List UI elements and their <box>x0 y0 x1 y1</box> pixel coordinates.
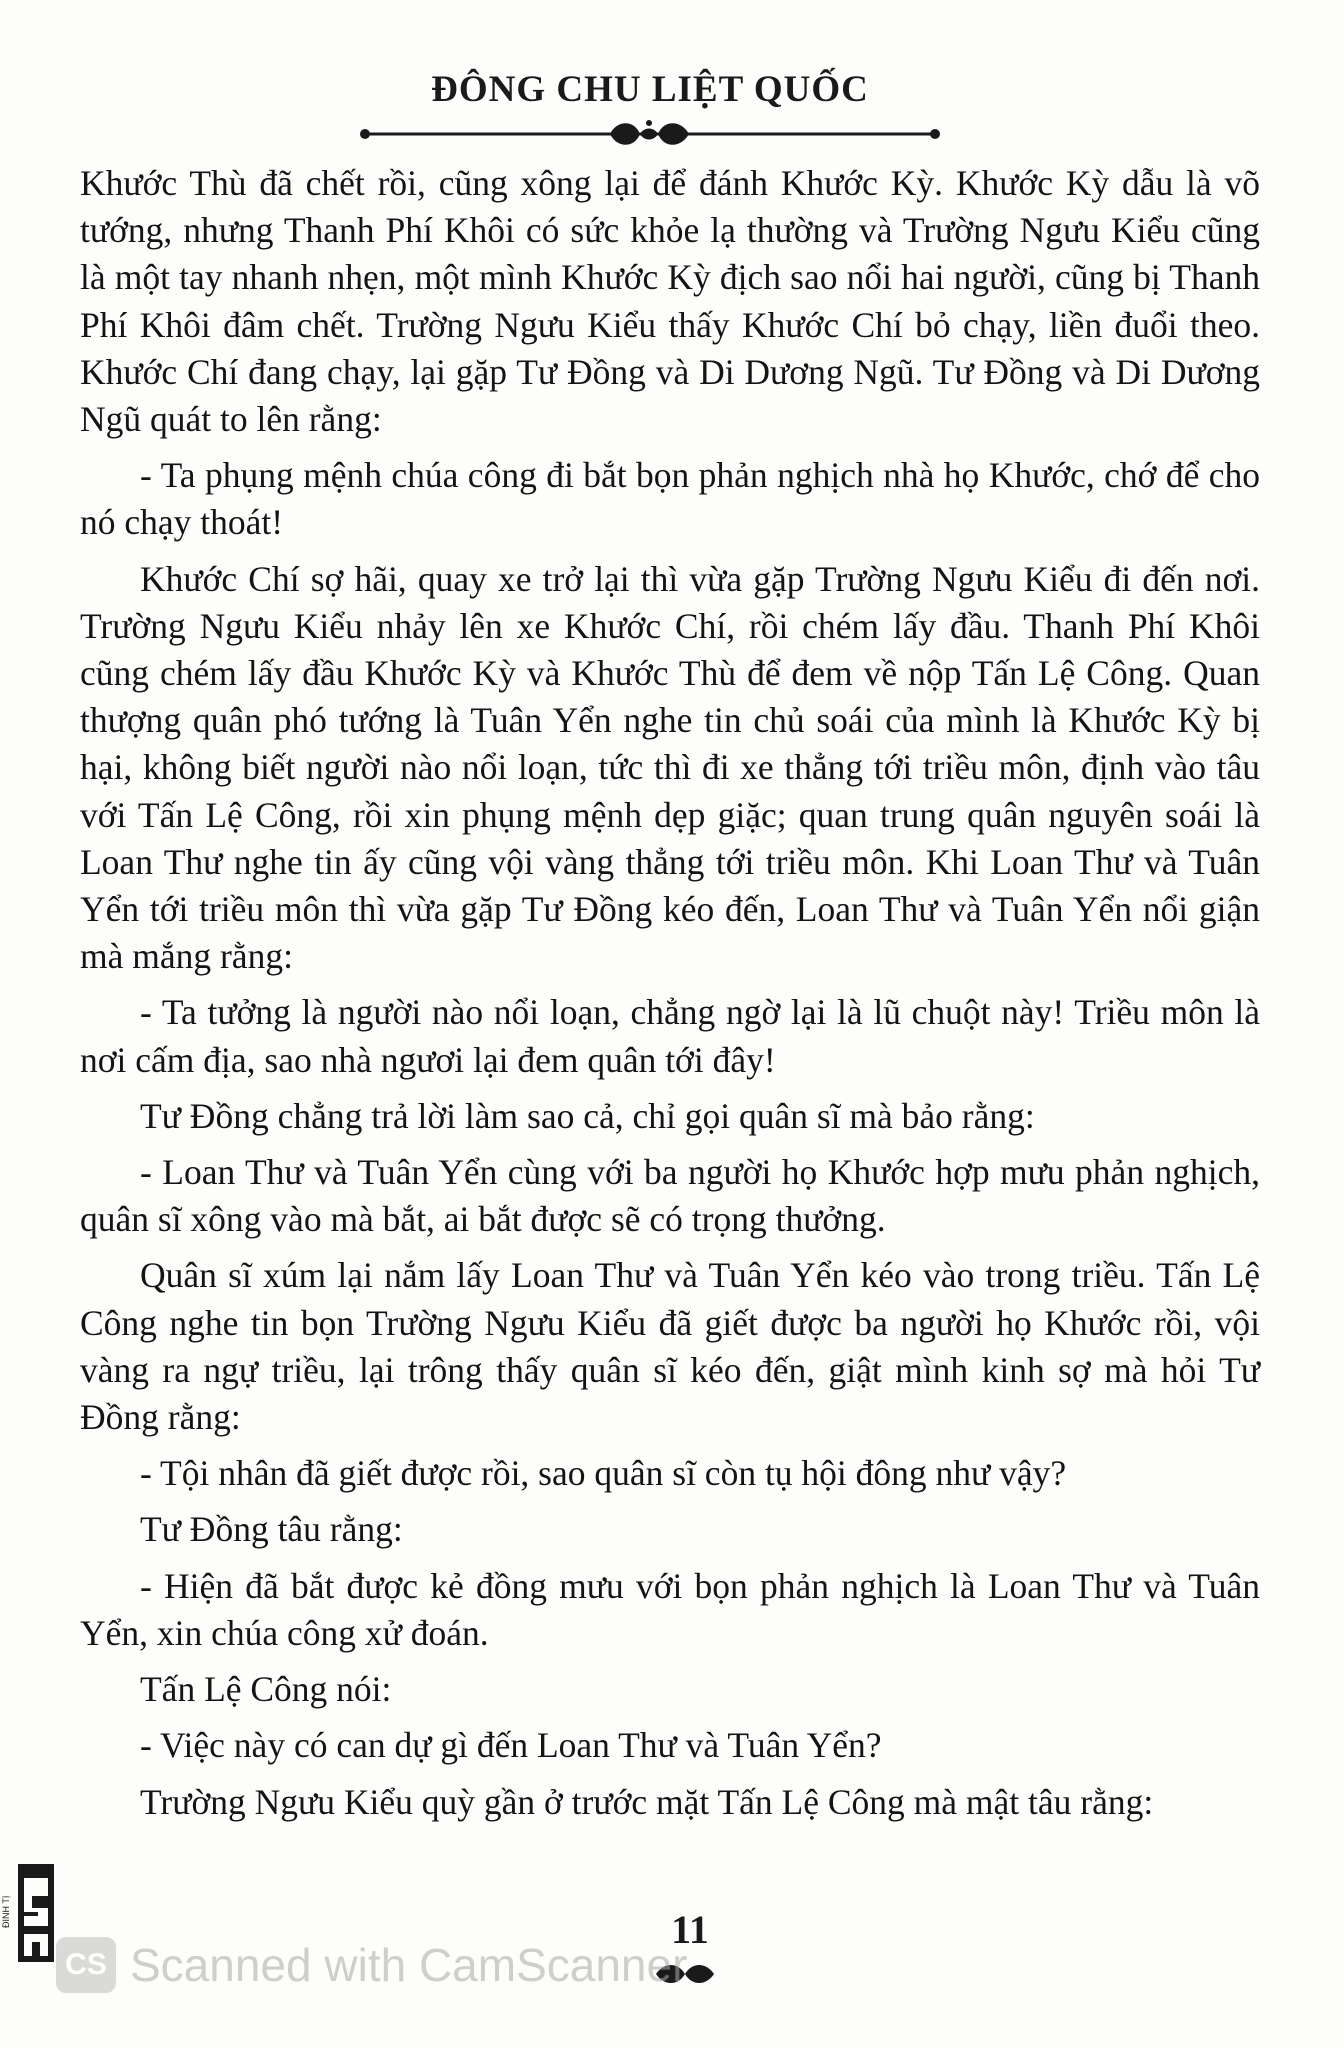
paragraph: Quân sĩ xúm lại nắm lấy Loan Thư và Tuân Yển kéo vào trong triều. Tấn Lệ Công nghe tin bọn Trường Ngưu Kiểu đã giết được ba người họ Khước rồi, vội vàng ra ngự triều, lại trông thấy quân sĩ kéo đến, giật mình kinh sợ mà hỏi Tư Đồng rằng: <box>80 1255 1260 1438</box>
watermark-text: Scanned with CamScanner <box>130 1939 688 1991</box>
dialogue-paragraph: - Ta phụng mệnh chúa công đi bắt bọn phản nghịch nhà họ Khước, chớ để cho nó chạy thoát! <box>80 455 1260 543</box>
paragraph: Khước Thù đã chết rồi, cũng xông lại để đánh Khước Kỳ. Khước Kỳ dẫu là võ tướng, nhưng Thanh Phí Khôi có sức khỏe lạ thường và Trường Ngưu Kiểu cũng là một tay nhanh nhẹn, một mình Khước Kỳ địch sao nổi hai người, cũng bị Thanh Phí Khôi đâm chết. Trường Ngưu Kiểu thấy Khước Chí bỏ chạy, liền đuổi theo. Khước Chí đang chạy, lại gặp Tư Đồng và Di Dương Ngũ. Tư Đồng và Di Dương Ngũ quát to lên rằng: <box>80 163 1260 440</box>
paragraph: Trường Ngưu Kiểu quỳ gần ở trước mặt Tấn Lệ Công mà mật tâu rằng: <box>140 1781 1154 1822</box>
paragraph: Tư Đồng chẳng trả lời làm sao cả, chỉ gọi quân sĩ mà bảo rằng: <box>140 1095 1035 1136</box>
running-header-title: ĐÔNG CHU LIỆT QUỐC <box>431 69 869 110</box>
dialogue-paragraph: - Tội nhân đã giết được rồi, sao quân sĩ còn tụ hội đông như vậy? <box>140 1453 1067 1494</box>
dialogue-paragraph: - Loan Thư và Tuân Yển cùng với ba người họ Khước hợp mưu phản nghịch, quân sĩ xông vào mà bắt, ai bắt được sẽ có trọng thưởng. <box>80 1152 1260 1240</box>
paragraph: Khước Chí sợ hãi, quay xe trở lại thì vừa gặp Trường Ngưu Kiểu đi đến nơi. Trường Ngưu Kiểu nhảy lên xe Khước Chí, rồi chém lấy đầu. Thanh Phí Khôi cũng chém lấy đầu Khước Kỳ và Khước Thù để đem về nộp Tấn Lệ Công. Quan thượng quân phó tướng là Tuân Yển nghe tin chủ soái của mình là Khước Kỳ bị hại, không biết người nào nổi loạn, tức thì đi xe thẳng tới triều môn, định vào tâu với Tấn Lệ Công, rồi xin phụng mệnh dẹp giặc; quan trung quân nguyên soái là Loan Thư nghe tin ấy cũng vội vàng thẳng tới triều môn. Khi Loan Thư và Tuân Yển tới triều môn thì vừa gặp Tư Đồng kéo đến, Loan Thư và Tuân Yển nổi giận mà mắng rằng: <box>80 558 1260 977</box>
camscanner-watermark <box>56 1930 687 2000</box>
dialogue-paragraph: - Việc này có can dự gì đến Loan Thư và Tuân Yển? <box>140 1725 882 1766</box>
paragraph: Tấn Lệ Công nói: <box>140 1669 392 1710</box>
body-text <box>80 160 1260 1835</box>
dialogue-paragraph: - Ta tưởng là người nào nổi loạn, chẳng ngờ lại là lũ chuột này! Triều môn là nơi cấm địa, sao nhà ngươi lại đem quân tới đây! <box>80 992 1260 1080</box>
paragraph: Tư Đồng tâu rằng: <box>140 1509 403 1550</box>
camscanner-logo-icon: CS <box>56 1937 116 1993</box>
publisher-mark-label: ĐINH TỊ <box>1 1895 11 1928</box>
page-number: 11 <box>671 1907 709 1952</box>
publisher-logo-icon <box>0 1858 56 1968</box>
header-ornament-divider <box>355 118 945 150</box>
dialogue-paragraph: - Hiện đã bắt được kẻ đồng mưu với bọn phản nghịch là Loan Thư và Tuân Yển, xin chúa công xử đoán. <box>80 1565 1260 1653</box>
